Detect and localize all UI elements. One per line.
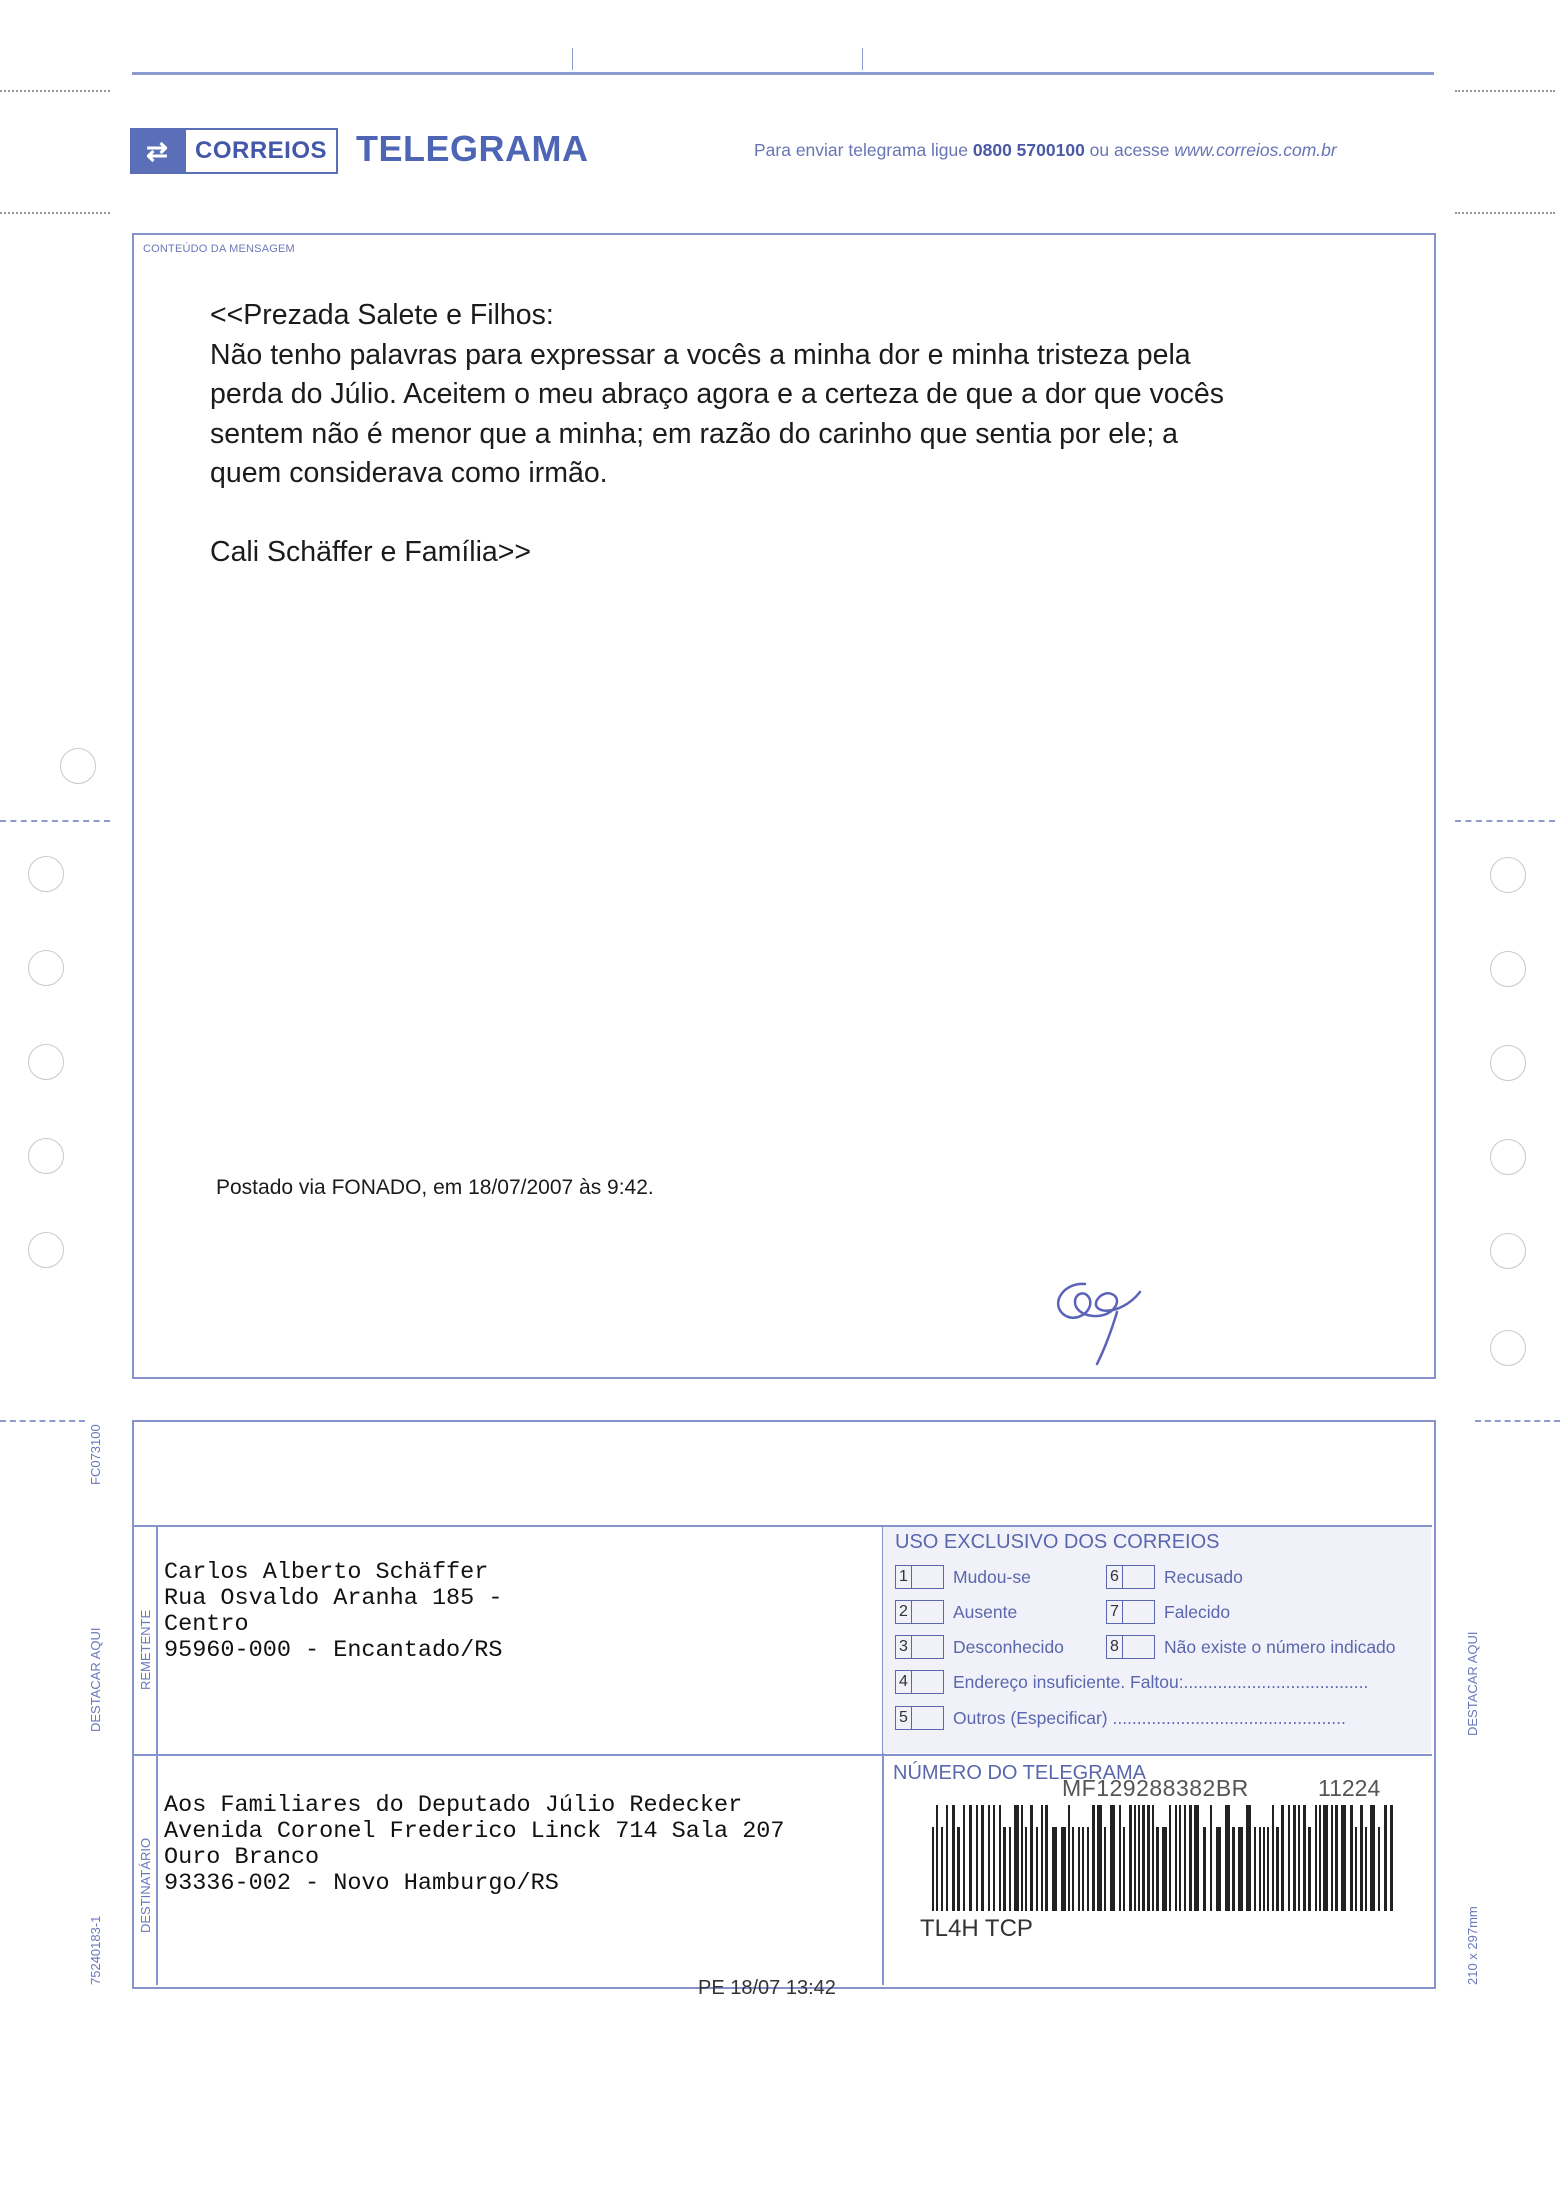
- top-strip: [132, 0, 1434, 75]
- barcode-bar: [1087, 1827, 1089, 1911]
- option-number: 2: [895, 1600, 912, 1624]
- option-label: Ausente: [953, 1601, 1018, 1622]
- barcode-bar: [999, 1805, 1001, 1911]
- barcode-bar: [1068, 1805, 1070, 1911]
- message-line: Não tenho palavras para expressar a vocês a minha dor e minha tristeza pela: [210, 338, 1191, 371]
- perforation-hole: [28, 856, 64, 892]
- address-line: Centro: [164, 1611, 249, 1638]
- option-label: Outros (Especificar) ................................................: [953, 1707, 1346, 1728]
- option-nao-existe[interactable]: [1106, 1635, 1396, 1659]
- tear-line: [1455, 820, 1555, 822]
- option-number: 5: [895, 1706, 912, 1730]
- option-number: 1: [895, 1565, 912, 1589]
- barcode-bar: [1138, 1805, 1140, 1911]
- barcode-bar: [1052, 1827, 1057, 1911]
- remetente-label: REMETENTE: [138, 1609, 153, 1690]
- barcode-bar: [1129, 1805, 1132, 1911]
- destacar-aqui-right: DESTACAR AQUI: [1465, 1631, 1480, 1736]
- address-line: Rua Osvaldo Aranha 185 -: [164, 1585, 503, 1612]
- barcode-bar: [1238, 1827, 1243, 1911]
- option-label: Mudou-se: [953, 1566, 1031, 1587]
- barcode-bar: [1276, 1827, 1279, 1911]
- barcode-bar: [963, 1805, 965, 1911]
- barcode-bar: [1323, 1805, 1328, 1911]
- address-line: Ouro Branco: [164, 1844, 320, 1871]
- barcode-bar: [1384, 1805, 1387, 1911]
- option-checkbox[interactable]: [912, 1706, 944, 1730]
- tl-code: TL4H TCP: [920, 1915, 1033, 1942]
- option-checkbox[interactable]: [1123, 1565, 1155, 1589]
- barcode-bar: [988, 1805, 990, 1911]
- perforation: [1455, 90, 1555, 92]
- perforation: [0, 212, 110, 214]
- info-phone: 0800 5700100: [972, 140, 1085, 160]
- message-line: sentem não é menor que a minha; em razão do carinho que sentia por ele; a: [210, 417, 1179, 450]
- barcode-bar: [1082, 1827, 1084, 1911]
- option-checkbox[interactable]: [912, 1670, 944, 1694]
- info-prefix: Para enviar telegrama ligue: [754, 140, 973, 160]
- barcode-bar: [1350, 1805, 1353, 1911]
- barcode-bar: [1162, 1827, 1167, 1911]
- info-site: www.correios.com.br: [1174, 140, 1337, 160]
- strip-divider: [572, 48, 573, 70]
- perforation-hole: [1490, 951, 1526, 987]
- barcode-bar: [1263, 1827, 1265, 1911]
- perforation: [0, 90, 110, 92]
- tear-line: [1475, 1420, 1560, 1422]
- option-number: 4: [895, 1670, 912, 1694]
- barcode-bar: [1360, 1805, 1363, 1911]
- perforation-hole: [28, 950, 64, 986]
- paper-size: 210 x 297mm: [1465, 1906, 1480, 1985]
- barcode-bar: [1104, 1827, 1106, 1911]
- message-signature: Cali Schäffer e Família>>: [210, 536, 532, 568]
- barcode-bar: [1331, 1805, 1333, 1911]
- option-recusado[interactable]: [1106, 1565, 1243, 1589]
- barcode-bar: [1254, 1827, 1256, 1911]
- barcode-bar: [1014, 1805, 1019, 1911]
- serial-code: 75240183-1: [88, 1915, 103, 1985]
- barcode-bar: [1303, 1805, 1306, 1911]
- barcode-bar: [1298, 1805, 1300, 1911]
- barcode-bar: [1259, 1827, 1261, 1911]
- uso-exclusivo-title: USO EXCLUSIVO DOS CORREIOS: [895, 1531, 1220, 1553]
- option-checkbox[interactable]: [1123, 1600, 1155, 1624]
- divider: [156, 1525, 158, 1985]
- barcode-bar: [1216, 1827, 1221, 1911]
- barcode-bar: [1272, 1805, 1274, 1911]
- barcode-bar: [1147, 1805, 1150, 1911]
- tear-line: [0, 1420, 85, 1422]
- barcode-bar: [1078, 1827, 1080, 1911]
- message-line: quem considerava como irmão.: [210, 457, 608, 489]
- barcode-bar: [1184, 1805, 1186, 1911]
- barcode-bar: [1152, 1805, 1154, 1911]
- option-label: Falecido: [1164, 1601, 1231, 1622]
- perforation-hole: [1490, 1045, 1526, 1081]
- barcode-bar: [932, 1827, 934, 1911]
- option-ausente[interactable]: [895, 1600, 1017, 1624]
- destinatario-label: DESTINATÁRIO: [138, 1837, 153, 1933]
- barcode-bar: [1341, 1805, 1346, 1911]
- numero-label: NÚMERO DO TELEGRAMA: [893, 1762, 1146, 1784]
- barcode-bar: [1092, 1805, 1095, 1911]
- header-info: [754, 140, 1337, 161]
- destacar-aqui-left: DESTACAR AQUI: [88, 1627, 103, 1732]
- option-label: Recusado: [1164, 1566, 1243, 1587]
- barcode-bar: [1194, 1805, 1199, 1911]
- handwritten-signature: [1045, 1262, 1165, 1372]
- correios-logo: [130, 128, 338, 174]
- perforation-hole: [28, 1232, 64, 1268]
- barcode-bar: [1203, 1827, 1206, 1911]
- perforation-hole: [28, 1044, 64, 1080]
- divider: [134, 1754, 1432, 1756]
- perforation-hole: [1490, 1233, 1526, 1269]
- barcode-bar: [1308, 1827, 1311, 1911]
- barcode-bar: [1123, 1827, 1125, 1911]
- message-label: CONTEÚDO DA MENSAGEM: [143, 243, 295, 255]
- tear-line: [0, 820, 110, 822]
- option-checkbox[interactable]: [912, 1600, 944, 1624]
- option-label: Endereço insuficiente. Faltou:......................................: [953, 1671, 1369, 1692]
- barcode-bar: [1281, 1805, 1284, 1911]
- barcode-bar: [1378, 1827, 1380, 1911]
- option-number: 3: [895, 1635, 912, 1659]
- form-code: FC073100: [88, 1424, 103, 1485]
- recipient-address: [164, 1793, 785, 1897]
- barcode-bar: [993, 1805, 995, 1911]
- address-line: Avenida Coronel Frederico Linck 714 Sala 207: [164, 1818, 785, 1845]
- barcode-bar: [1134, 1805, 1136, 1911]
- barcode-bar: [1319, 1805, 1321, 1911]
- barcode-bar: [1030, 1805, 1033, 1911]
- option-desconhecido[interactable]: [895, 1635, 1064, 1659]
- barcode-bar: [957, 1827, 960, 1911]
- barcode-bar: [1189, 1805, 1192, 1911]
- barcode-bar: [1370, 1805, 1375, 1911]
- perforation-hole: [1490, 1139, 1526, 1175]
- option-outros[interactable]: [895, 1706, 1346, 1730]
- barcode-bar: [1232, 1827, 1235, 1911]
- address-line: Aos Familiares do Deputado Júlio Redecker: [164, 1792, 743, 1819]
- barcode-bar: [976, 1805, 978, 1911]
- barcode-bar: [1156, 1827, 1159, 1911]
- barcode-bar: [969, 1805, 972, 1911]
- barcode-bar: [981, 1805, 984, 1911]
- barcode-bar: [941, 1827, 943, 1911]
- barcode-bar: [1365, 1827, 1367, 1911]
- barcode-bar: [1315, 1805, 1317, 1911]
- perforation: [1455, 212, 1555, 214]
- barcode-bar: [1045, 1805, 1048, 1911]
- barcode-bar: [1179, 1805, 1181, 1911]
- barcode-bar: [936, 1805, 938, 1911]
- option-number: 7: [1106, 1600, 1123, 1624]
- perforation-hole: [1490, 857, 1526, 893]
- barcode-bar: [1267, 1827, 1269, 1911]
- barcode-bar: [1390, 1805, 1393, 1911]
- barcode-bar: [1355, 1827, 1357, 1911]
- barcode-bar: [1021, 1805, 1023, 1911]
- option-endereco-insuficiente[interactable]: [895, 1670, 1368, 1694]
- barcode-bar: [1210, 1805, 1212, 1911]
- option-checkbox[interactable]: [912, 1635, 944, 1659]
- message-body: [210, 296, 1360, 494]
- barcode-bar: [1009, 1827, 1011, 1911]
- barcode-bar: [952, 1805, 955, 1911]
- strip-divider: [862, 48, 863, 70]
- address-line: 95960-000 - Encantado/RS: [164, 1637, 503, 1664]
- perforation-hole: [28, 1138, 64, 1174]
- barcode-bar: [1097, 1805, 1102, 1911]
- barcode-bar: [1025, 1827, 1027, 1911]
- page-title: TELEGRAMA: [356, 128, 589, 169]
- barcode-bar: [1293, 1805, 1296, 1911]
- barcode-bar: [1225, 1805, 1230, 1911]
- correios-arrows-icon: ⇄: [130, 128, 184, 174]
- option-mudou-se[interactable]: [895, 1565, 1031, 1589]
- message-line: perda do Júlio. Aceitem o meu abraço agora e a certeza de que a dor que vocês: [210, 378, 1224, 410]
- info-middle: ou acesse: [1084, 140, 1175, 160]
- barcode-bar: [1072, 1827, 1074, 1911]
- option-falecido[interactable]: [1106, 1600, 1230, 1624]
- option-number: 8: [1106, 1635, 1123, 1659]
- option-number: 6: [1106, 1565, 1123, 1589]
- barcode-bar: [1110, 1805, 1115, 1911]
- postmark-stamp: PE 18/07 13:42: [698, 1977, 836, 1999]
- perforation-hole: [60, 748, 96, 784]
- option-checkbox[interactable]: [912, 1565, 944, 1589]
- perforation-hole: [1490, 1330, 1526, 1366]
- barcode-bar: [1041, 1805, 1043, 1911]
- barcode-bar: [1288, 1805, 1290, 1911]
- address-line: Carlos Alberto Schäffer: [164, 1559, 489, 1586]
- barcode-bar: [1119, 1805, 1121, 1911]
- barcode-bar: [1175, 1805, 1177, 1911]
- sender-address: [164, 1560, 502, 1664]
- barcode-bar: [1061, 1827, 1066, 1911]
- barcode-bar: [1335, 1805, 1338, 1911]
- logo-text: CORREIOS: [184, 128, 338, 174]
- barcode-bar: [946, 1805, 948, 1911]
- barcode: [930, 1805, 1400, 1911]
- barcode-bar: [1142, 1805, 1145, 1911]
- barcode-bar: [1036, 1827, 1038, 1911]
- option-label: Não existe o número indicado: [1164, 1636, 1396, 1657]
- telegram-number-suffix: 11224: [1318, 1775, 1381, 1801]
- barcode-bar: [1003, 1827, 1006, 1911]
- telegram-number: MF129288382BR: [1062, 1775, 1249, 1801]
- option-checkbox[interactable]: [1123, 1635, 1155, 1659]
- barcode-bar: [1246, 1805, 1251, 1911]
- posted-info: Postado via FONADO, em 18/07/2007 às 9:42.: [216, 1176, 654, 1199]
- address-line: 93336-002 - Novo Hamburgo/RS: [164, 1870, 559, 1897]
- option-label: Desconhecido: [953, 1636, 1064, 1657]
- barcode-bar: [1169, 1805, 1171, 1911]
- message-line: <<Prezada Salete e Filhos:: [210, 299, 554, 331]
